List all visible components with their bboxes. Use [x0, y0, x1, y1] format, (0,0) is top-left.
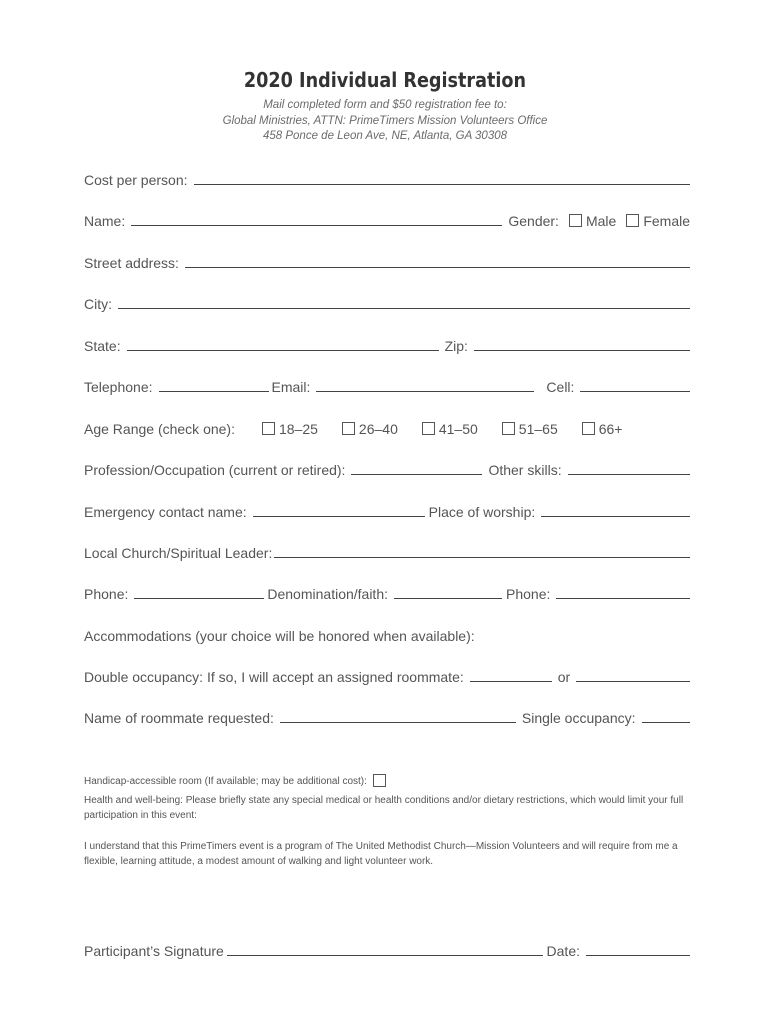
emergency-field[interactable]: [253, 502, 425, 517]
age-range-label: Age Range (check one):: [84, 421, 235, 437]
contact-row: [84, 373, 690, 395]
profession-field[interactable]: [351, 460, 482, 475]
gender-label: Gender:: [508, 213, 559, 229]
signature-row: [84, 937, 690, 959]
zip-label: Zip:: [444, 338, 468, 354]
state-row: [84, 332, 690, 354]
age-51-65-label: 51–65: [518, 421, 558, 437]
roommate-label: Name of roommate requested:: [84, 710, 274, 726]
profession-row: [84, 456, 690, 478]
double-occupancy-alt-field[interactable]: [576, 667, 690, 682]
handicap-label: Handicap-accessible room (If available; may be additional cost):: [84, 776, 367, 787]
phone-2-label: Phone:: [506, 586, 551, 602]
single-occupancy-field[interactable]: [642, 708, 690, 723]
telephone-label: Telephone:: [84, 379, 153, 395]
denomination-label: Denomination/faith:: [267, 586, 389, 602]
male-label: Male: [585, 213, 617, 229]
mail-instructions: Mail completed form and $50 registration fee to:: [263, 99, 507, 111]
worship-label: Place of worship:: [428, 504, 536, 520]
cost-label: Cost per person:: [84, 172, 188, 188]
male-checkbox[interactable]: [569, 214, 582, 227]
profession-label: Profession/Occupation (current or retired):: [84, 462, 346, 478]
double-occupancy-label: Double occupancy: If so, I will accept an assigned roommate:: [84, 669, 464, 685]
double-occupancy-row: [84, 663, 690, 685]
other-skills-field[interactable]: [568, 460, 690, 475]
accommodations-heading: Accommodations (your choice will be honored when available):: [84, 628, 475, 644]
cost-row: [84, 166, 690, 188]
form-title: 2020 Individual Registration: [243, 68, 527, 92]
phone-2-field[interactable]: [556, 584, 690, 599]
age-range-row: [84, 415, 690, 437]
denomination-field[interactable]: [394, 584, 502, 599]
age-66-plus-label: 66+: [598, 421, 623, 437]
age-option-26-40[interactable]: [342, 421, 398, 437]
telephone-field[interactable]: [159, 377, 269, 392]
handicap-row: [84, 774, 690, 789]
age-26-40-checkbox[interactable]: [342, 422, 355, 435]
emergency-label: Emergency contact name:: [84, 504, 247, 520]
age-66-plus-checkbox[interactable]: [582, 422, 595, 435]
female-checkbox[interactable]: [626, 214, 639, 227]
street-field[interactable]: [185, 253, 690, 268]
cell-label: Cell:: [546, 379, 575, 395]
single-occupancy-label: Single occupancy:: [521, 710, 636, 726]
phone-field[interactable]: [134, 584, 264, 599]
email-field[interactable]: [316, 377, 534, 392]
church-leader-field[interactable]: [274, 543, 690, 558]
cell-field[interactable]: [580, 377, 690, 392]
accommodations-row: [84, 622, 690, 644]
city-row: [84, 290, 690, 312]
email-label: Email:: [271, 379, 311, 395]
city-field[interactable]: [118, 294, 690, 309]
name-label: Name:: [84, 213, 126, 229]
double-occupancy-field[interactable]: [470, 667, 552, 682]
signature-label: Participant’s Signature: [84, 943, 224, 959]
female-label: Female: [643, 213, 690, 229]
age-26-40-label: 26–40: [358, 421, 398, 437]
signature-field[interactable]: [227, 941, 543, 956]
other-skills-label: Other skills:: [488, 462, 562, 478]
phone-label: Phone:: [84, 586, 129, 602]
zip-field[interactable]: [474, 336, 690, 351]
church-leader-label: Local Church/Spiritual Leader:: [84, 545, 273, 561]
age-option-18-25[interactable]: [262, 421, 318, 437]
handicap-checkbox[interactable]: [373, 774, 386, 787]
state-field[interactable]: [127, 336, 439, 351]
health-statement: Health and well-being: Please briefly state any special medical or health conditions and/or dietary restrictions, which would limit your full participation in this event:: [84, 795, 684, 821]
street-row: [84, 249, 690, 271]
age-option-41-50[interactable]: [422, 421, 478, 437]
worship-field[interactable]: [541, 502, 690, 517]
name-field[interactable]: [131, 211, 502, 226]
age-option-66-plus[interactable]: [582, 421, 623, 437]
name-row: [84, 207, 690, 229]
phone-row: [84, 580, 690, 602]
roommate-row: [84, 704, 690, 726]
age-18-25-checkbox[interactable]: [262, 422, 275, 435]
or-label: or: [557, 669, 571, 685]
gender-male-option[interactable]: [569, 213, 616, 229]
age-option-51-65[interactable]: [502, 421, 558, 437]
mail-address: 458 Ponce de Leon Ave, NE, Atlanta, GA 30308: [262, 130, 507, 142]
mail-attention: Global Ministries, ATTN: PrimeTimers Mission Volunteers Office: [222, 115, 548, 127]
roommate-field[interactable]: [280, 708, 516, 723]
age-41-50-label: 41–50: [438, 421, 478, 437]
state-label: State:: [84, 338, 121, 354]
age-41-50-checkbox[interactable]: [422, 422, 435, 435]
street-label: Street address:: [84, 255, 179, 271]
church-leader-row: [84, 539, 690, 561]
emergency-row: [84, 498, 690, 520]
date-field[interactable]: [586, 941, 690, 956]
city-label: City:: [84, 296, 112, 312]
age-18-25-label: 18–25: [278, 421, 318, 437]
age-51-65-checkbox[interactable]: [502, 422, 515, 435]
cost-field[interactable]: [194, 170, 691, 185]
gender-female-option[interactable]: [626, 213, 690, 229]
understanding-statement: I understand that this PrimeTimers event is a program of The United Methodist Church—Mission Volunteers and will require from me a flexible, learning attitude, a modest amount of walking and light volunteer work.: [84, 841, 678, 867]
date-label: Date:: [546, 943, 580, 959]
